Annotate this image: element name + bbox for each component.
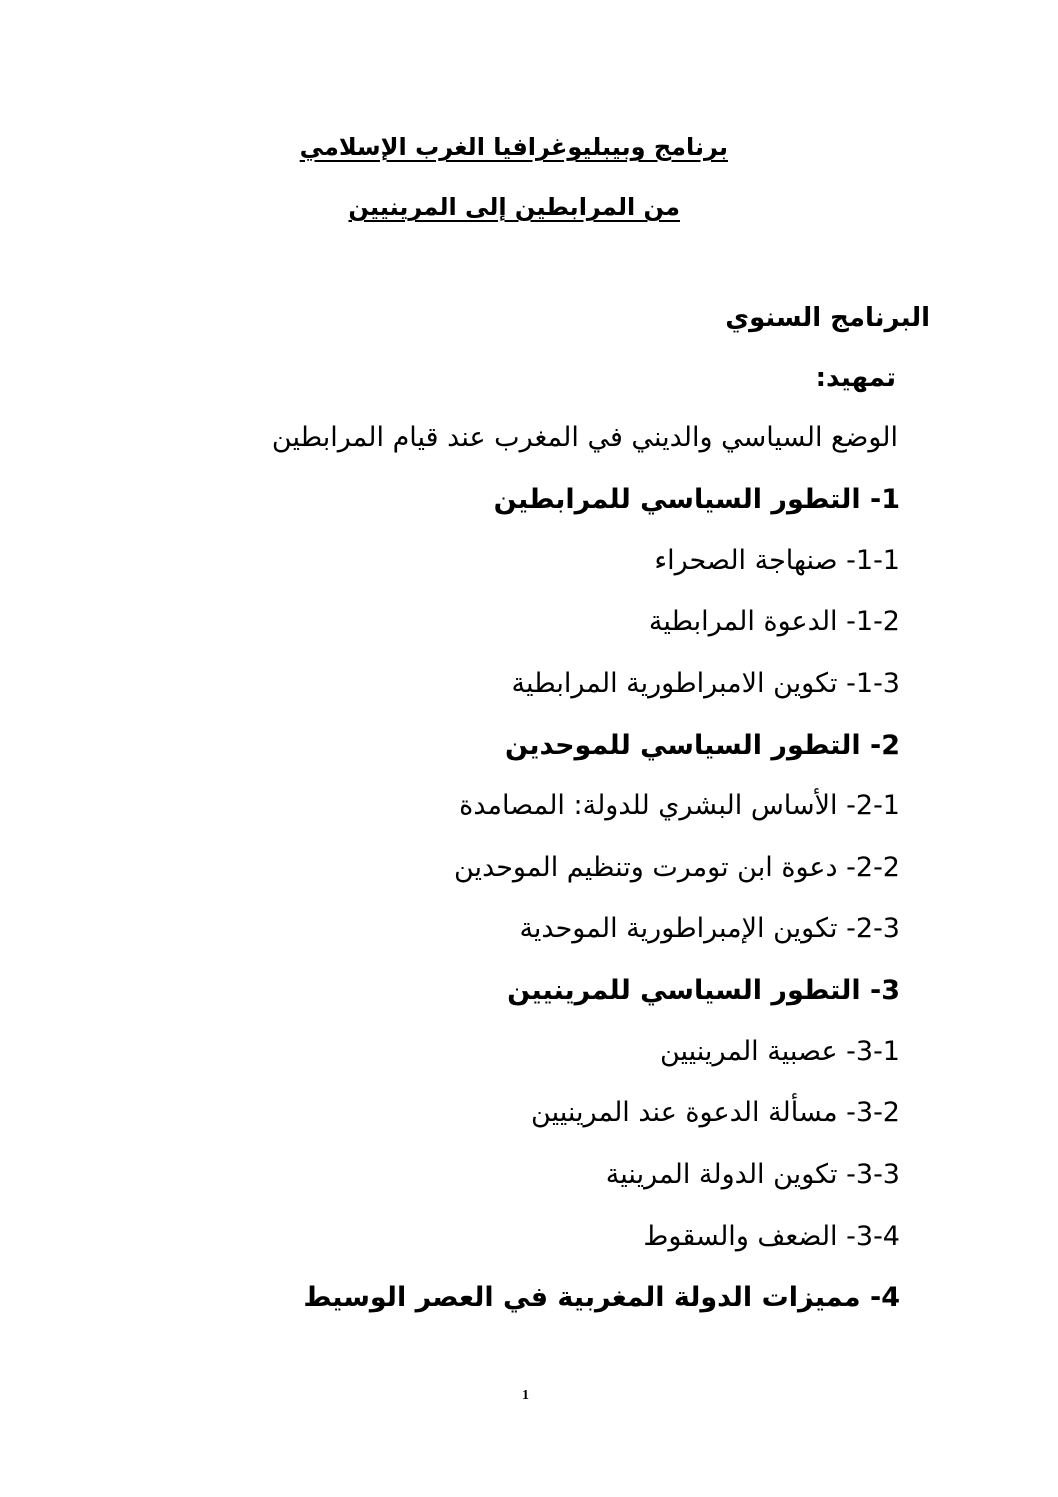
- page-number: 1: [522, 1388, 529, 1403]
- preamble-heading: تمهيد:: [815, 363, 896, 393]
- section-item: 1-2- الدعوة المرابطية: [648, 606, 900, 637]
- document-title-line-1: برنامج وبيبليوغرافيا الغرب الإسلامي: [299, 133, 728, 161]
- section-item: 3-2- مسألة الدعوة عند المرينيين: [531, 1097, 900, 1128]
- annual-program-heading: البرنامج السنوي: [725, 303, 930, 333]
- section-item: 2-2- دعوة ابن تومرت وتنظيم الموحدين: [454, 852, 900, 883]
- section-item: 3-1- عصبية المرينيين: [659, 1036, 900, 1067]
- section-item: 2-1- الأساس البشري للدولة: المصامدة: [459, 790, 900, 821]
- section-item: 2-3- تكوين الإمبراطورية الموحدية: [519, 913, 900, 944]
- section-heading-2: 2- التطور السياسي للموحدين: [505, 730, 900, 761]
- section-item: 1-3- تكوين الامبراطورية المرابطية: [511, 668, 900, 699]
- section-item: 1-1- صنهاجة الصحراء: [654, 545, 900, 576]
- section-item: 3-4- الضعف والسقوط: [643, 1221, 900, 1252]
- section-heading-1: 1- التطور السياسي للمرابطين: [493, 484, 900, 515]
- section-heading-3: 3- التطور السياسي للمرينيين: [507, 975, 900, 1006]
- section-heading-4: 4- مميزات الدولة المغربية في العصر الوسيط: [303, 1282, 900, 1313]
- preamble-text: الوضع السياسي والديني في المغرب عند قيام المرابطين: [271, 422, 898, 453]
- document-title-line-2: من المرابطين إلى المرينيين: [348, 193, 680, 221]
- section-item: 3-3- تكوين الدولة المرينية: [605, 1159, 900, 1190]
